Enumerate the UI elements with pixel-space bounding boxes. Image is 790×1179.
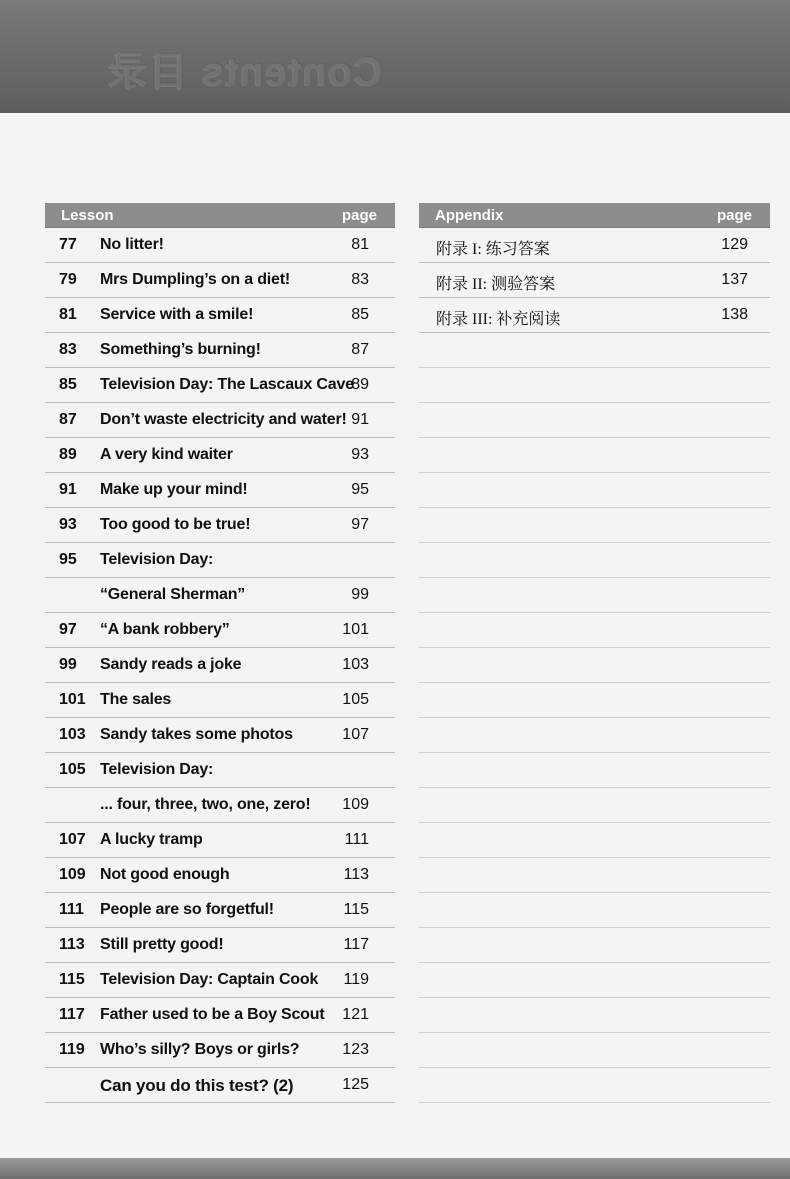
lesson-row[interactable]	[45, 613, 395, 648]
empty-ruled-row	[419, 788, 770, 823]
empty-ruled-row	[419, 753, 770, 788]
lesson-num: 79	[59, 271, 77, 288]
lesson-row[interactable]	[45, 683, 395, 718]
lesson-row[interactable]	[45, 333, 395, 368]
lesson-page: 93	[351, 446, 369, 463]
appendix-page: 129	[721, 236, 748, 253]
lesson-title: Not good enough	[100, 866, 230, 883]
appendix-title: 附录 III: 补充阅读	[436, 311, 561, 328]
lesson-page: 87	[351, 341, 369, 358]
lesson-title: A very kind waiter	[100, 446, 233, 463]
lesson-row[interactable]	[45, 228, 395, 263]
lesson-row[interactable]	[45, 998, 395, 1033]
lesson-row[interactable]	[45, 473, 395, 508]
empty-ruled-row	[419, 1068, 770, 1103]
lesson-row[interactable]	[45, 963, 395, 998]
lesson-title: No litter!	[100, 236, 164, 253]
lesson-row[interactable]	[45, 753, 395, 788]
lesson-page: 97	[351, 516, 369, 533]
empty-ruled-row	[419, 473, 770, 508]
lesson-row[interactable]	[45, 928, 395, 963]
empty-ruled-row	[419, 368, 770, 403]
empty-ruled-row	[419, 333, 770, 368]
lesson-title: Who’s silly? Boys or girls?	[100, 1041, 300, 1058]
header-page: page	[341, 207, 377, 224]
lesson-page: 81	[351, 236, 369, 253]
empty-ruled-row	[419, 893, 770, 928]
lesson-title: Mrs Dumpling’s on a diet!	[100, 271, 290, 288]
lesson-title: “General Sherman”	[100, 586, 246, 603]
lesson-row[interactable]	[45, 718, 395, 753]
empty-ruled-row	[419, 718, 770, 753]
lesson-num: 115	[59, 971, 85, 988]
lesson-num: 105	[59, 761, 86, 778]
lesson-num: 93	[59, 516, 77, 533]
lesson-page: 89	[351, 376, 369, 393]
lesson-title: Something’s burning!	[100, 341, 261, 358]
empty-ruled-row	[419, 823, 770, 858]
lesson-page: 99	[351, 586, 369, 603]
lesson-page: 121	[342, 1006, 369, 1023]
lesson-title: Service with a smile!	[100, 306, 254, 323]
lesson-num: 97	[59, 621, 77, 638]
empty-ruled-row	[419, 998, 770, 1033]
lesson-row[interactable]	[45, 788, 395, 823]
lesson-page: 107	[342, 726, 369, 743]
empty-ruled-row	[419, 1033, 770, 1068]
lesson-title: Television Day: The Lascaux Cave	[100, 376, 354, 393]
lesson-num: 81	[59, 306, 77, 323]
lesson-row[interactable]	[45, 648, 395, 683]
banner-title: Contents 目录	[106, 50, 382, 94]
lesson-page: 113	[343, 866, 369, 883]
lesson-title: The sales	[100, 691, 172, 708]
lesson-row[interactable]	[45, 298, 395, 333]
lesson-title: Make up your mind!	[100, 481, 248, 498]
empty-ruled-row	[419, 683, 770, 718]
lesson-page: 125	[342, 1076, 369, 1093]
lesson-title: Sandy reads a joke	[100, 656, 242, 673]
lesson-page: 109	[342, 796, 369, 813]
empty-ruled-row	[419, 543, 770, 578]
appendix-row[interactable]	[419, 263, 770, 298]
appendix-title: 附录 I: 练习答案	[436, 241, 550, 258]
lesson-page: 115	[343, 901, 369, 918]
lesson-num: 109	[59, 866, 86, 883]
appendix-page: 137	[721, 271, 748, 288]
lesson-num: 91	[59, 481, 77, 498]
lesson-page: 123	[342, 1041, 369, 1058]
empty-ruled-row	[419, 613, 770, 648]
lesson-row[interactable]	[45, 438, 395, 473]
lesson-num: 99	[59, 656, 77, 673]
lesson-row[interactable]	[45, 543, 395, 578]
lesson-row[interactable]	[45, 893, 395, 928]
appendix-page: 138	[721, 306, 748, 323]
lesson-num: 77	[59, 236, 77, 253]
lesson-num: 101	[59, 691, 86, 708]
lesson-row[interactable]	[45, 368, 395, 403]
lesson-page: 101	[342, 621, 369, 638]
lesson-page: 111	[344, 831, 369, 848]
header-lesson: Lesson	[61, 207, 114, 224]
lesson-title: Don’t waste electricity and water!	[100, 411, 347, 428]
lesson-title: Television Day:	[100, 551, 214, 568]
empty-ruled-row	[419, 578, 770, 613]
empty-ruled-row	[419, 928, 770, 963]
lesson-page: 83	[351, 271, 369, 288]
lesson-row[interactable]	[45, 823, 395, 858]
empty-ruled-row	[419, 858, 770, 893]
appendix-rows	[419, 228, 770, 1103]
lesson-num: 85	[59, 376, 77, 393]
lesson-row[interactable]	[45, 858, 395, 893]
lesson-row[interactable]	[45, 508, 395, 543]
top-banner	[0, 0, 790, 113]
bottom-band	[0, 1158, 790, 1179]
lesson-num: 119	[59, 1041, 85, 1058]
lesson-rows	[45, 228, 395, 1103]
lesson-row[interactable]	[45, 1033, 395, 1068]
lesson-row[interactable]	[45, 578, 395, 613]
lesson-row[interactable]	[45, 1068, 395, 1103]
lesson-title: Father used to be a Boy Scout	[100, 1006, 325, 1023]
lesson-title: Can you do this test? (2)	[100, 1076, 294, 1095]
lesson-page: 95	[351, 481, 369, 498]
empty-ruled-row	[419, 438, 770, 473]
lesson-title: ... four, three, two, one, zero!	[100, 796, 311, 813]
appendix-title: 附录 II: 测验答案	[436, 276, 556, 293]
appendix-table	[419, 203, 770, 1103]
empty-ruled-row	[419, 403, 770, 438]
appendix-row[interactable]	[419, 228, 770, 263]
lesson-title: Sandy takes some photos	[100, 726, 293, 743]
lesson-num: 117	[59, 1006, 85, 1023]
lesson-row[interactable]	[45, 403, 395, 438]
header-appendix: Appendix	[435, 207, 504, 224]
lesson-page: 117	[343, 936, 369, 953]
lesson-num: 111	[59, 901, 84, 918]
appendix-row[interactable]	[419, 298, 770, 333]
lesson-num: 107	[59, 831, 86, 848]
lesson-title: Television Day:	[100, 761, 214, 778]
lesson-num: 113	[59, 936, 85, 953]
lesson-page: 105	[342, 691, 369, 708]
lesson-num: 89	[59, 446, 77, 463]
lesson-title: A lucky tramp	[100, 831, 203, 848]
lesson-row[interactable]	[45, 263, 395, 298]
lesson-page: 119	[343, 971, 369, 988]
header-appendix-page: page	[716, 207, 752, 224]
lesson-num: 103	[59, 726, 86, 743]
lesson-title: Still pretty good!	[100, 936, 224, 953]
lesson-num: 95	[59, 551, 77, 568]
lesson-title: People are so forgetful!	[100, 901, 274, 918]
lesson-num: 83	[59, 341, 77, 358]
lesson-page: 103	[342, 656, 369, 673]
appendix-table-header	[419, 203, 770, 228]
lesson-table-header	[45, 203, 395, 228]
empty-ruled-row	[419, 508, 770, 543]
empty-ruled-row	[419, 963, 770, 998]
lesson-page: 91	[351, 411, 369, 428]
lesson-title: “A bank robbery”	[100, 621, 230, 638]
lesson-table	[45, 203, 395, 1103]
empty-ruled-row	[419, 648, 770, 683]
lesson-page: 85	[351, 306, 369, 323]
lesson-num: 87	[59, 411, 77, 428]
lesson-title: Television Day: Captain Cook	[100, 971, 319, 988]
lesson-title: Too good to be true!	[100, 516, 251, 533]
